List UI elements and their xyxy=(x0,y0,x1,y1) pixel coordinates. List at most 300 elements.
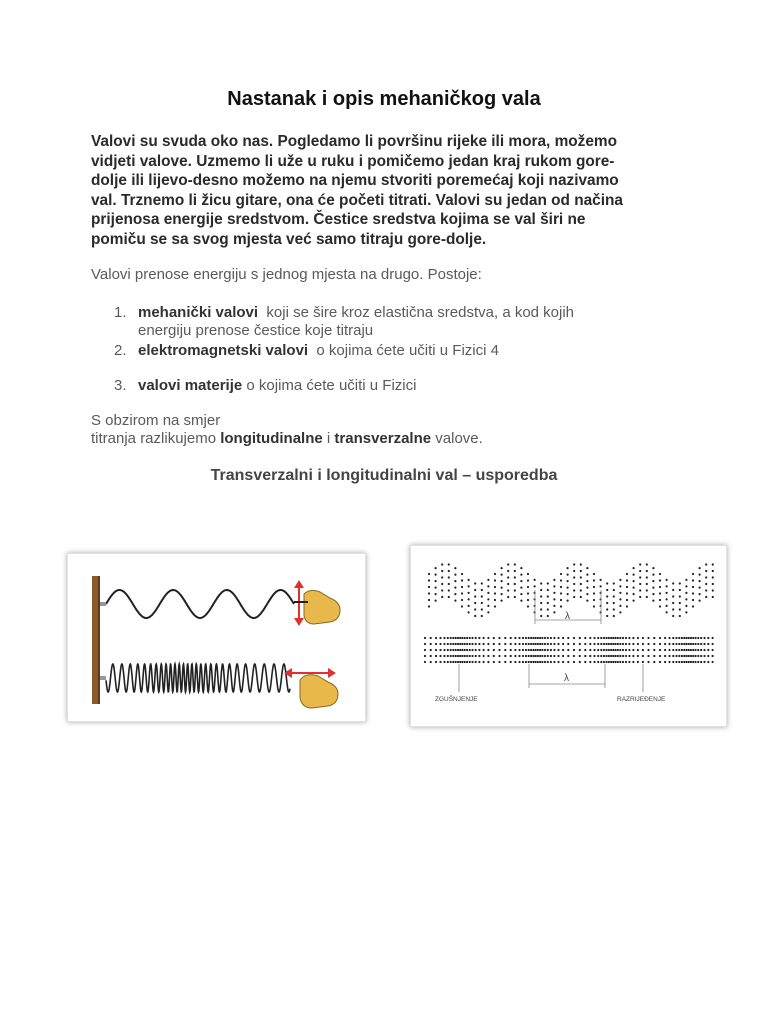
particle-dot xyxy=(553,579,555,581)
particle-dot xyxy=(666,585,668,587)
particle-dot xyxy=(712,661,714,663)
para-line: S obzirom na smjer xyxy=(91,412,221,429)
particle-dot xyxy=(614,643,616,645)
particle-dot xyxy=(547,608,549,610)
particle-dot xyxy=(530,637,532,639)
particle-dot xyxy=(626,592,628,594)
particle-dot xyxy=(487,579,489,581)
particle-dot xyxy=(653,661,655,663)
particle-dot xyxy=(498,643,500,645)
particle-dot xyxy=(632,655,634,657)
classification-paragraph xyxy=(91,412,691,448)
particle-dot xyxy=(504,643,506,645)
particle-dot xyxy=(659,649,661,651)
particle-dot xyxy=(435,637,437,639)
particle-dot xyxy=(603,655,605,657)
particle-dot xyxy=(695,661,697,663)
particle-dot xyxy=(528,637,530,639)
list-item xyxy=(114,342,674,360)
particle-dot xyxy=(659,592,661,594)
particle-dot xyxy=(481,589,483,591)
particle-dot xyxy=(633,593,635,595)
particle-waves-svg xyxy=(411,546,726,726)
particle-dot xyxy=(697,661,699,663)
particle-dot xyxy=(514,576,516,578)
particle-dot xyxy=(447,637,449,639)
particle-dot xyxy=(705,576,707,578)
particle-dot xyxy=(584,637,586,639)
particle-dot xyxy=(619,592,621,594)
particle-dot xyxy=(435,600,437,602)
particle-dot xyxy=(461,573,463,575)
particle-dot xyxy=(637,643,639,645)
particle-dot xyxy=(461,637,463,639)
particle-dot xyxy=(580,570,582,572)
particle-dot xyxy=(481,602,483,604)
particle-dot xyxy=(424,643,426,645)
particle-dot xyxy=(619,611,621,613)
particle-dot xyxy=(705,563,707,565)
particle-dot xyxy=(553,643,555,645)
particle-dot xyxy=(487,637,489,639)
particle-dot xyxy=(428,592,430,594)
particle-dot xyxy=(580,596,582,598)
particle-dot xyxy=(494,573,496,575)
particle-dot xyxy=(535,661,537,663)
particle-dot xyxy=(447,655,449,657)
particle-dot xyxy=(703,655,705,657)
particle-dot xyxy=(614,637,616,639)
particle-dot xyxy=(668,643,670,645)
particle-dot xyxy=(455,637,457,639)
particle-dot xyxy=(664,649,666,651)
particle-dot xyxy=(514,563,516,565)
particle-dot xyxy=(553,605,555,607)
particle-dot xyxy=(567,580,569,582)
particle-dot xyxy=(637,655,639,657)
particle-dot xyxy=(475,643,477,645)
particle-dot xyxy=(603,661,605,663)
particle-dot xyxy=(600,579,602,581)
particle-dot xyxy=(452,637,454,639)
particle-dot xyxy=(493,655,495,657)
particle-dot xyxy=(540,595,542,597)
particle-dot xyxy=(573,643,575,645)
particle-dot xyxy=(541,649,543,651)
particle-dot xyxy=(450,661,452,663)
particle-dot xyxy=(557,643,559,645)
particle-dot xyxy=(461,649,463,651)
particle-dot xyxy=(435,574,437,576)
particle-dot xyxy=(642,637,644,639)
particle-dot xyxy=(504,655,506,657)
particle-dot xyxy=(478,649,480,651)
particle-dot xyxy=(452,661,454,663)
particle-dot xyxy=(457,649,459,651)
particle-dot xyxy=(469,637,471,639)
particle-dot xyxy=(461,579,463,581)
particle-dot xyxy=(646,570,648,572)
particle-dot xyxy=(672,608,674,610)
particle-dot xyxy=(483,637,485,639)
particle-dot xyxy=(547,595,549,597)
particle-dot xyxy=(541,643,543,645)
particle-dot xyxy=(550,661,552,663)
particle-dot xyxy=(573,589,575,591)
particle-dot xyxy=(685,592,687,594)
particle-dot xyxy=(567,587,569,589)
particle-dot xyxy=(469,643,471,645)
particle-dot xyxy=(593,573,595,575)
particle-dot xyxy=(697,649,699,651)
particle-dot xyxy=(678,649,680,651)
particle-dot xyxy=(537,655,539,657)
particle-dot xyxy=(685,649,687,651)
particle-dot xyxy=(530,661,532,663)
particle-dot xyxy=(652,574,654,576)
particle-dot xyxy=(494,592,496,594)
particle-dot xyxy=(501,574,503,576)
particle-dot xyxy=(612,637,614,639)
particle-dot xyxy=(703,649,705,651)
particle-dot xyxy=(430,655,432,657)
particle-dot xyxy=(469,655,471,657)
particle-dot xyxy=(471,649,473,651)
particle-dot xyxy=(487,605,489,607)
particle-dot xyxy=(461,655,463,657)
particle-dot xyxy=(493,661,495,663)
particle-dot xyxy=(528,655,530,657)
particle-dot xyxy=(633,587,635,589)
particle-dot xyxy=(619,585,621,587)
particle-dot xyxy=(593,579,595,581)
particle-dot xyxy=(606,608,608,610)
particle-dot xyxy=(672,649,674,651)
particle-dot xyxy=(567,637,569,639)
particle-dot xyxy=(487,592,489,594)
particle-dot xyxy=(613,595,615,597)
particle-dot xyxy=(712,596,714,598)
particle-dot xyxy=(642,649,644,651)
particle-dot xyxy=(540,589,542,591)
particle-dot xyxy=(454,593,456,595)
particle-dot xyxy=(514,643,516,645)
particle-dot xyxy=(606,582,608,584)
particle-dot xyxy=(659,661,661,663)
particle-dot xyxy=(679,582,681,584)
particle-dot xyxy=(600,661,602,663)
particle-dot xyxy=(712,655,714,657)
particle-dot xyxy=(579,661,581,663)
particle-dot xyxy=(619,605,621,607)
particle-dot xyxy=(692,605,694,607)
particle-dot xyxy=(525,637,527,639)
particle-dot xyxy=(597,643,599,645)
particle-dot xyxy=(692,599,694,601)
particle-dot xyxy=(683,655,685,657)
particle-dot xyxy=(560,573,562,575)
particle-dot xyxy=(628,655,630,657)
particle-dot xyxy=(567,593,569,595)
particle-dot xyxy=(593,605,595,607)
particle-dot xyxy=(540,615,542,617)
particle-dot xyxy=(518,661,520,663)
particle-dot xyxy=(573,637,575,639)
wave-illustration-particles xyxy=(410,545,727,727)
particle-dot xyxy=(535,643,537,645)
particle-dot xyxy=(494,605,496,607)
particle-dot xyxy=(461,661,463,663)
particle-dot xyxy=(450,637,452,639)
wave-illustration-rope-spring xyxy=(67,553,366,722)
particle-dot xyxy=(450,655,452,657)
particle-dot xyxy=(589,661,591,663)
particle-dot xyxy=(428,579,430,581)
list-term: elektromagnetski valovi xyxy=(138,342,309,359)
particle-dot xyxy=(647,655,649,657)
particle-dot xyxy=(678,661,680,663)
particle-dot xyxy=(600,655,602,657)
particle-dot xyxy=(461,586,463,588)
particle-dot xyxy=(514,637,516,639)
particle-dot xyxy=(622,637,624,639)
particle-dot xyxy=(692,649,694,651)
particle-dot xyxy=(597,637,599,639)
particle-dot xyxy=(514,655,516,657)
particle-dot xyxy=(459,637,461,639)
particle-dot xyxy=(443,649,445,651)
particle-dot xyxy=(681,637,683,639)
particle-dot xyxy=(501,600,503,602)
longitudinal-spring-coil xyxy=(106,664,290,692)
particle-dot xyxy=(560,592,562,594)
particle-dot xyxy=(469,661,471,663)
particle-dot xyxy=(498,655,500,657)
particle-dot xyxy=(540,608,542,610)
particle-dot xyxy=(679,615,681,617)
lambda-label-bottom: λ xyxy=(564,673,569,684)
particle-dot xyxy=(550,655,552,657)
particle-dot xyxy=(527,599,529,601)
particle-dot xyxy=(562,649,564,651)
particle-dot xyxy=(469,649,471,651)
particle-dot xyxy=(707,649,709,651)
particle-dot xyxy=(619,661,621,663)
particle-dot xyxy=(619,655,621,657)
particle-dot xyxy=(666,611,668,613)
particle-dot xyxy=(712,570,714,572)
particle-dot xyxy=(586,593,588,595)
particle-dot xyxy=(530,643,532,645)
particle-dot xyxy=(541,655,543,657)
particle-dot xyxy=(448,589,450,591)
particle-dot xyxy=(653,649,655,651)
particle-dot xyxy=(692,586,694,588)
particle-dot xyxy=(688,655,690,657)
particle-dot xyxy=(439,655,441,657)
particle-dot xyxy=(664,661,666,663)
particle-dot xyxy=(443,661,445,663)
particle-dot xyxy=(535,655,537,657)
particle-dot xyxy=(652,600,654,602)
particle-dot xyxy=(593,655,595,657)
particle-dot xyxy=(428,573,430,575)
comparison-heading: Transverzalni i longitudinalni val – usporedba xyxy=(210,467,558,484)
particle-dot xyxy=(466,661,468,663)
particle-dot xyxy=(478,661,480,663)
particle-dot xyxy=(474,589,476,591)
particle-dot xyxy=(560,579,562,581)
particle-dot xyxy=(468,598,470,600)
particle-dot xyxy=(617,655,619,657)
particle-dot xyxy=(507,576,509,578)
particle-dot xyxy=(454,574,456,576)
particle-dot xyxy=(675,655,677,657)
particle-dot xyxy=(441,570,443,572)
particle-dot xyxy=(547,655,549,657)
particle-dot xyxy=(430,643,432,645)
particle-dot xyxy=(579,655,581,657)
particle-dot xyxy=(652,593,654,595)
particle-dot xyxy=(628,649,630,651)
particle-dot xyxy=(705,570,707,572)
particle-dot xyxy=(487,655,489,657)
particle-dot xyxy=(457,637,459,639)
particle-dot xyxy=(619,637,621,639)
particle-dot xyxy=(459,643,461,645)
particle-dot xyxy=(507,583,509,585)
particle-dot xyxy=(537,637,539,639)
particle-dot xyxy=(439,643,441,645)
particle-dot xyxy=(424,649,426,651)
particle-dot xyxy=(642,655,644,657)
particle-dot xyxy=(528,649,530,651)
particle-dot xyxy=(475,649,477,651)
particle-dot xyxy=(464,649,466,651)
particle-dot xyxy=(600,649,602,651)
particle-dot xyxy=(712,583,714,585)
particle-dot xyxy=(633,600,635,602)
particle-dot xyxy=(597,649,599,651)
particle-dot xyxy=(619,649,621,651)
particle-dot xyxy=(560,586,562,588)
particle-dot xyxy=(550,649,552,651)
particle-dot xyxy=(586,567,588,569)
particle-dot xyxy=(547,589,549,591)
particle-dot xyxy=(700,655,702,657)
particle-dot xyxy=(487,598,489,600)
particle-dot xyxy=(659,605,661,607)
particle-dot xyxy=(666,605,668,607)
particle-dot xyxy=(441,596,443,598)
particle-dot xyxy=(672,637,674,639)
list-term: mehanički valovi xyxy=(138,304,259,321)
particle-dot xyxy=(527,605,529,607)
particle-dot xyxy=(695,655,697,657)
particle-dot xyxy=(464,661,466,663)
particle-dot xyxy=(659,599,661,601)
particle-dot xyxy=(527,592,529,594)
particle-dot xyxy=(474,582,476,584)
particle-dot xyxy=(617,661,619,663)
particle-dot xyxy=(528,661,530,663)
transverse-particle-wave xyxy=(428,563,714,617)
particle-dot xyxy=(450,649,452,651)
particle-dot xyxy=(589,643,591,645)
particle-dot xyxy=(553,655,555,657)
particle-dot xyxy=(593,599,595,601)
particle-dot xyxy=(612,649,614,651)
particle-dot xyxy=(518,649,520,651)
particle-dot xyxy=(605,649,607,651)
particle-dot xyxy=(612,643,614,645)
particle-dot xyxy=(474,602,476,604)
particle-dot xyxy=(560,599,562,601)
particle-dot xyxy=(573,570,575,572)
particle-dot xyxy=(514,649,516,651)
particle-dot xyxy=(668,655,670,657)
particle-dot xyxy=(593,643,595,645)
particle-dot xyxy=(619,598,621,600)
particle-dot xyxy=(639,563,641,565)
particle-dot xyxy=(675,643,677,645)
particle-dot xyxy=(605,637,607,639)
particle-dot xyxy=(584,649,586,651)
particle-dot xyxy=(573,563,575,565)
particle-dot xyxy=(474,595,476,597)
particle-dot xyxy=(688,643,690,645)
particle-dot xyxy=(700,637,702,639)
particle-dot xyxy=(518,637,520,639)
particle-dot xyxy=(501,567,503,569)
para-text: valove. xyxy=(431,430,483,447)
particle-dot xyxy=(672,615,674,617)
particle-dot xyxy=(510,643,512,645)
para-text: i xyxy=(322,430,335,447)
particle-dot xyxy=(672,655,674,657)
particle-dot xyxy=(487,611,489,613)
particle-dot xyxy=(447,643,449,645)
particle-dot xyxy=(567,649,569,651)
particle-dot xyxy=(483,655,485,657)
particle-dot xyxy=(547,637,549,639)
particle-dot xyxy=(699,567,701,569)
particle-dot xyxy=(504,637,506,639)
particle-dot xyxy=(522,649,524,651)
particle-dot xyxy=(699,587,701,589)
particle-dot xyxy=(679,589,681,591)
particle-dot xyxy=(557,649,559,651)
particle-dot xyxy=(622,661,624,663)
particle-dot xyxy=(553,585,555,587)
particle-dot xyxy=(466,649,468,651)
particle-dot xyxy=(541,661,543,663)
particle-dot xyxy=(672,643,674,645)
particle-dot xyxy=(688,649,690,651)
particle-dot xyxy=(697,643,699,645)
particle-dot xyxy=(573,661,575,663)
particle-dot xyxy=(430,661,432,663)
list-number: 3. xyxy=(114,377,127,394)
particle-dot xyxy=(461,592,463,594)
particle-dot xyxy=(443,655,445,657)
particle-dot xyxy=(562,637,564,639)
particle-dot xyxy=(612,655,614,657)
particle-dot xyxy=(553,598,555,600)
particle-dot xyxy=(705,583,707,585)
particle-dot xyxy=(584,655,586,657)
particle-dot xyxy=(632,637,634,639)
